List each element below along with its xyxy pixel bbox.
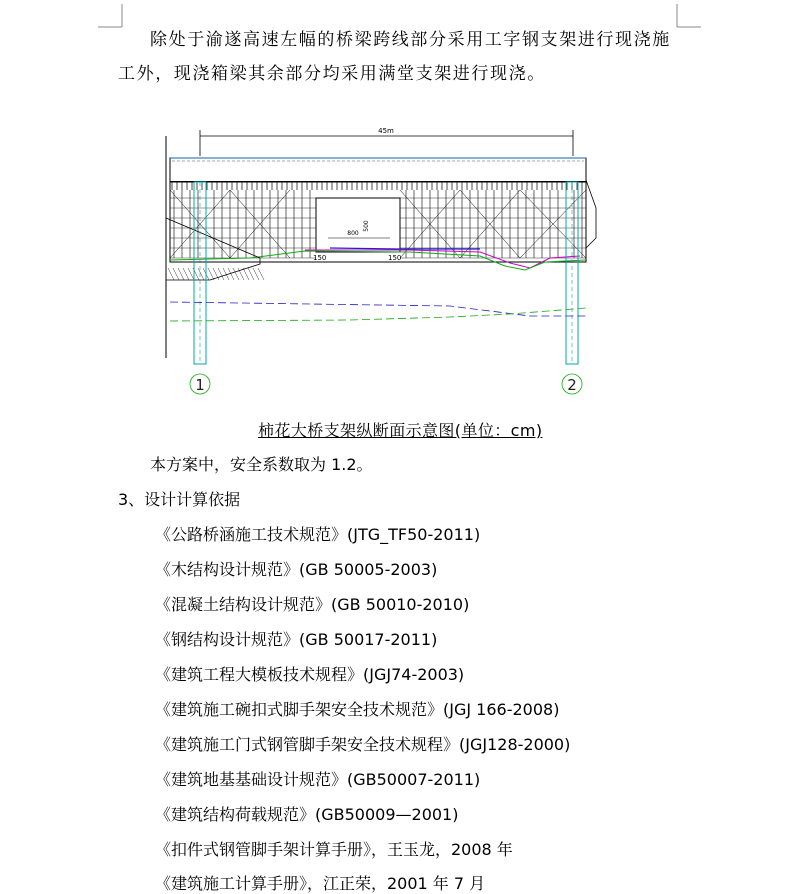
pier-marker-1-label: 1 [195,376,205,394]
span-dimension-label: 45m [378,127,394,135]
reference-item: 《建筑工程大模板技术规程》(JGJ74-2003) [155,665,465,684]
safety-factor-line: 本方案中，安全系数取为 1.2。 [150,455,373,474]
dim-150-right: 150 [388,254,402,262]
reference-item: 《建筑施工计算手册》，江正荣，2001 年 7 月 [155,874,486,893]
reference-item: 《混凝土结构设计规范》(GB 50010-2010) [155,595,470,614]
dim-150-left: 150 [313,254,327,262]
reference-item: 《建筑施工碗扣式脚手架安全技术规范》(JGJ 166-2008) [155,700,560,719]
paragraph-line-1: 除处于渝遂高速左幅的桥梁跨线部分采用工字钢支架进行现浇施 [150,30,671,50]
reference-item: 《钢结构设计规范》(GB 50017-2011) [155,630,438,649]
pier-marker-2-label: 2 [567,376,577,394]
reference-item: 《公路桥涵施工技术规范》(JTG_TF50-2011) [155,525,481,544]
figure-caption: 柿花大桥支架纵断面示意图(单位：cm) [258,421,543,440]
reference-item: 《建筑施工门式钢管脚手架安全技术规程》(JGJ128-2000) [155,735,571,754]
section-heading: 3、设计计算依据 [118,490,241,509]
road-opening [316,198,400,252]
reference-item: 《建筑结构荷载规范》(GB50009—2001) [155,805,459,824]
bridge-section-drawing [150,118,610,408]
paragraph-line-2: 工外，现浇箱梁其余部分均采用满堂支架进行现浇。 [118,64,546,84]
box-girder-deck [170,158,586,182]
reference-item: 《扣件式钢管脚手架计算手册》，王玉龙，2008 年 [155,840,513,859]
reference-item: 《建筑地基基础设计规范》(GB50007-2011) [155,770,481,789]
reference-item: 《木结构设计规范》(GB 50005-2003) [155,560,438,579]
dim-800-label: 800 [347,230,359,237]
dim-500-label: 500 [363,220,370,232]
